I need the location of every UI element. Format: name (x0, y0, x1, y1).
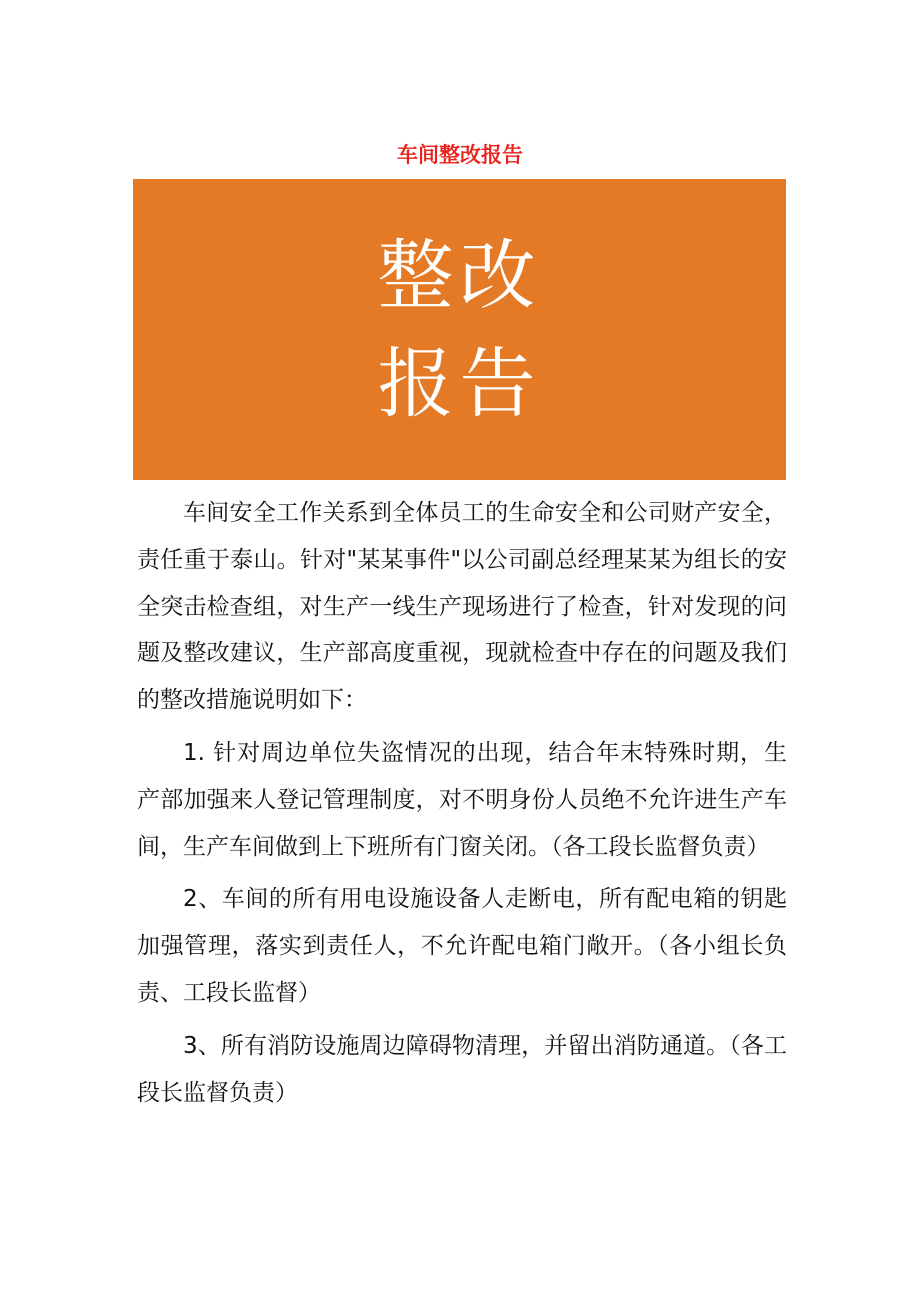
measure-item-1: 1. 针对周边单位失盗情况的出现，结合年末特殊时期，生产部加强来人登记管理制度，对不明身份人员绝不允许进生产车间，生产车间做到上下班所有门窗关闭。（各工段长监督负责） (137, 739, 787, 860)
measure-item-2: 2、车间的所有用电设施设备人走断电，所有配电箱的钥匙加强管理，落实到责任人，不允许配电箱门敞开。（各小组长负责、工段长监督） (137, 886, 787, 1006)
intro-paragraph: 车间安全工作关系到全体员工的生命安全和公司财产安全，责任重于泰山。针对"某某事件"以公司副总经理某某为组长的安全突击检查组，对生产一线生产现场进行了检查，针对发现的问题及整改建议，生产部高度重视，现就检查中存在的问题及我们的整改措施说明如下： (137, 500, 787, 714)
document-title: 车间整改报告 (397, 143, 523, 167)
banner-line-1: 整改 (377, 230, 542, 320)
measure-item-3: 3、所有消防设施周边障碍物清理，并留出消防通道。（各工段长监督负责） (137, 1032, 787, 1106)
banner-line-2: 报告 (377, 338, 542, 428)
title-banner (133, 179, 786, 480)
document-body (137, 490, 787, 1116)
